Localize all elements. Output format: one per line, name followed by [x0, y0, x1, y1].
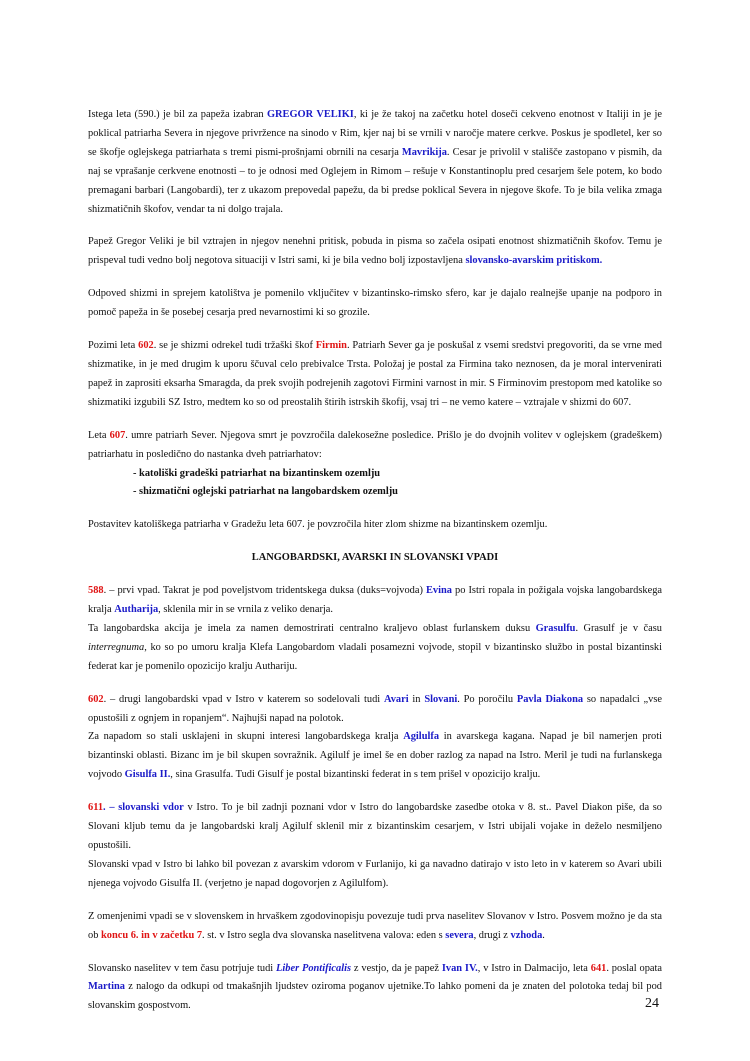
- text-run: so napadalci „vse opustošili z ognjem in ropanjem“. Najhujši napad na polotok.: [88, 693, 662, 724]
- highlighted-term: vzhoda: [510, 929, 543, 941]
- paragraph: [88, 106, 662, 219]
- paragraph: [88, 427, 662, 465]
- highlighted-term: Agilulfa: [403, 731, 440, 743]
- text-run: Za napadom so stali usklajeni in skupni interesi langobardskega kralja: [88, 731, 404, 743]
- highlighted-term: 641: [590, 962, 607, 974]
- text-run: in: [408, 693, 425, 705]
- text-run: , ko so po umoru kralja Klefa Langobardom vladali posamezni vojvode, stopil v bizantinsko službo in postal bizantinski federat kar je pomenilo opozicijo kralju Authariju.: [88, 641, 662, 672]
- text-run: .: [542, 929, 545, 941]
- highlighted-term: Avari: [383, 693, 409, 705]
- highlighted-term: 611: [88, 802, 104, 814]
- text-section: [88, 582, 662, 677]
- text-run: Z omenjenimi vpadi se v slovenskem in hrvaškem zgodovinopisju povezuje tudi prva naselitev Slovanov v Istro. Posvem možno je da sta ob: [88, 910, 662, 941]
- text-section: [88, 908, 662, 946]
- text-run: Leta: [88, 429, 110, 441]
- text-run: , sina Grasulfa. Tudi Gisulf je postal bizantinski federat in s tem prišel v opozicijo kralju.: [170, 769, 541, 781]
- text-run: . Patriarh Sever ga je poskušal z vsemi sredstvi pregovoriti, da se vrne med shizmatike, in je med drugim k uporu ščuval celo prebivalce Trsta. Položaj je postal za Firmina tako neznosen, da je moral intervenirati papež in zaprositi eksarha Smaragda, da prek svojih podrejenih zagotovi Firmini varnost in mir. S Firminovim prestopom med katolike so shizmatiki izgubili SZ Istro, medtem ko so od preostalih štirih istrskih škofij, vsaj tri – ne vemo katere – vztrajale v shizmi do 607.: [88, 340, 663, 408]
- text-section: [88, 233, 662, 271]
- text-run: . umre patriarh Sever. Njegova smrt je povzročila dalekosežne posledice. Prišlo je do dvojnih volitev v oglejskem (gradeškem) patriarhatu in posledično do nastanka dveh patriarhatov:: [88, 429, 662, 460]
- text-run: z nalogo da odkupi od tmakašnjih ljudstev oziroma poganov ujetnike.To lahko pomeni da je znaten del polotoka tedaj bil pod slovanskim gospostvom.: [88, 981, 662, 1012]
- text-section: [88, 285, 662, 323]
- text-section: [88, 691, 662, 786]
- text-run: , v Istro in Dalmacijo, leta: [477, 962, 591, 974]
- highlighted-term: severa: [445, 929, 474, 941]
- highlighted-term: Firmin: [315, 340, 347, 352]
- paragraph: [88, 285, 662, 323]
- text-run: po Istri ropala in požigala vojska langobardskega kralja: [88, 585, 662, 616]
- highlighted-term: 607: [109, 429, 126, 441]
- text-run: . – drugi langobardski vpad v Istro v katerem so sodelovali tudi: [103, 693, 384, 705]
- highlighted-term: slovansko-avarskim pritiskom.: [465, 255, 603, 267]
- highlighted-term: interregnuma: [88, 641, 145, 653]
- list-item: [88, 483, 662, 502]
- text-run: , drugi z: [473, 929, 511, 941]
- highlighted-term: koncu 6. in v začetku 7: [101, 929, 203, 941]
- text-run: z vestjo, da je papež: [351, 962, 442, 974]
- highlighted-term: GREGOR VELIKI: [266, 109, 354, 120]
- text-run: . Cesar je privolil v stališče zastopano v pismih, da naj se vprašanje cerkvene enotnosti – to je odnosi med Oglejem in Rimom – rešuje v Konstantinoplu pred cesarjem šele potem, ko bodo premagani barbari (Langobardi), ter z ukazom prepovedal papežu, da bi predse poklical Severa in njegove škofe. To je bila velika zmaga shizmatičnih škofov, vendar ta ni dolgo trajala.: [88, 146, 662, 215]
- paragraph: [88, 856, 662, 894]
- text-run: Ta langobardska akcija je imela za namen demostrirati centralno kraljevo oblast furlanskem duksu: [88, 622, 536, 634]
- text-run: . – prvi vpad. Takrat je pod poveljstvom tridentskega duksa (duks=vojvoda): [103, 585, 426, 597]
- text-section: [88, 549, 662, 568]
- highlighted-term: 602: [88, 693, 104, 705]
- paragraph: [88, 691, 662, 729]
- text-section: [88, 337, 662, 413]
- highlighted-term: . – slovanski vdor: [103, 802, 184, 814]
- highlighted-term: 588: [88, 585, 104, 597]
- text-run: Odpoved shizmi in sprejem katolištva je pomenilo vključitev v bizantinsko-rimsko sfero, kar je dajalo realnejše upanje na podporo in pomoč papeža in še posebej cesarja pred nevarnostimi ki so grozile.: [88, 288, 662, 319]
- text-run: . Po poročilu: [457, 693, 517, 705]
- section-heading: [88, 549, 662, 568]
- highlighted-term: Mavrikija: [401, 146, 447, 158]
- text-run: - shizmatični oglejski patriarhat na langobardskem ozemlju: [133, 486, 398, 498]
- highlighted-term: Evina: [425, 585, 452, 597]
- list-item: [88, 465, 662, 484]
- text-section: [88, 427, 662, 503]
- text-run: Pozimi leta: [88, 340, 139, 352]
- paragraph: [88, 516, 662, 535]
- paragraph: [88, 799, 662, 856]
- text-section: [88, 799, 662, 894]
- document-body: [88, 106, 662, 1030]
- text-run: LANGOBARDSKI, AVARSKI IN SLOVANSKI VPADI: [251, 552, 499, 564]
- highlighted-term: Slovani: [424, 693, 458, 705]
- text-run: Slovansko naselitev v tem času potrjuje tudi: [88, 962, 277, 974]
- text-run: v Istro. To je bil zadnji poznani vdor v Istro do langobardske zasedbe otoka v 8. st.. Pavel Diakon piše, da so Slovani kljub temu da je langobardski kralj Agilulf sklenil mir z bizantinskim cesarjem, v Istri ubijali vojake in deželo nesmiljeno opustošili.: [88, 802, 663, 851]
- text-run: Istega leta (590.) je bil za papeža izabran: [88, 109, 267, 120]
- paragraph: [88, 337, 662, 413]
- highlighted-term: 602: [138, 340, 154, 352]
- paragraph: [88, 908, 662, 946]
- text-run: Postavitev katoliškega patriarha v Gradežu leta 607. je povzročila hiter zlom shizme na bizantinskem ozemlju.: [88, 519, 548, 531]
- paragraph: [88, 582, 662, 620]
- text-run: , ki je že takoj na začetku hotel doseči cekveno enotnost v Italiji in je je poklical patriarha Severa in njegove privržence na sinodo v Rim, kjer naj bi se vrnili v naročje matere cerkve. Poskus je spodletel, ker so se škofje oglejskega patriarhata s tremi pismi-prošnjami obrnili na cesarja: [88, 109, 662, 158]
- text-run: . st. v Istro segla dva slovanska naselitvena valova: eden s: [202, 929, 446, 941]
- text-section: [88, 106, 662, 219]
- paragraph: [88, 233, 662, 271]
- highlighted-term: Ivan IV.: [441, 962, 478, 974]
- text-run: - katoliški gradeški patriarhat na bizantinskem ozemlju: [133, 467, 381, 479]
- highlighted-term: Grasulfu: [535, 622, 576, 634]
- highlighted-term: Autharija: [114, 604, 159, 616]
- paragraph: [88, 620, 662, 677]
- text-run: Slovanski vpad v Istro bi lahko bil povezan z avarskim vdorom v Furlanijo, ki ga navadno datirajo v isto leto in v katerem so Avari ubili njenega vojvodo Gisulfa II. (verjetno je napad dogovorjen z Agilulfom).: [88, 858, 662, 889]
- text-run: Papež Gregor Veliki je bil vztrajen in njegov nenehni pritisk, pobuda in pisma so začela osipati enotnost shizmatičnih škofov. Temu je prispeval tudi vedno bolj negotova situaciji v Istri sami, ki je bila vedno bolj izpostavljena: [88, 236, 662, 267]
- text-run: in avarskega kagana. Napad je bil namerjen proti bizantinski oblasti. Bizanc im je bil skupen sovražnik. Agilulf je imel še en dober razlog za napad na Istro. Meril je tudi na furlanskega vojvodo: [88, 731, 663, 781]
- page-number: 24: [645, 996, 659, 1011]
- highlighted-term: Pavla Diakona: [516, 693, 584, 705]
- text-run: . poslal opata: [606, 962, 662, 974]
- highlighted-term: Gisulfa II.: [124, 769, 171, 781]
- text-run: . se je shizmi odrekel tudi tržaški škof: [153, 340, 316, 352]
- paragraph: [88, 728, 662, 785]
- text-run: , sklenila mir in se vrnila z veliko denarja.: [158, 604, 333, 616]
- text-section: [88, 516, 662, 535]
- paragraph: [88, 960, 662, 1017]
- text-section: [88, 960, 662, 1017]
- text-run: . Grasulf je v času: [575, 622, 663, 634]
- highlighted-term: Liber Pontificalis: [276, 962, 352, 974]
- highlighted-term: Martina: [88, 981, 125, 993]
